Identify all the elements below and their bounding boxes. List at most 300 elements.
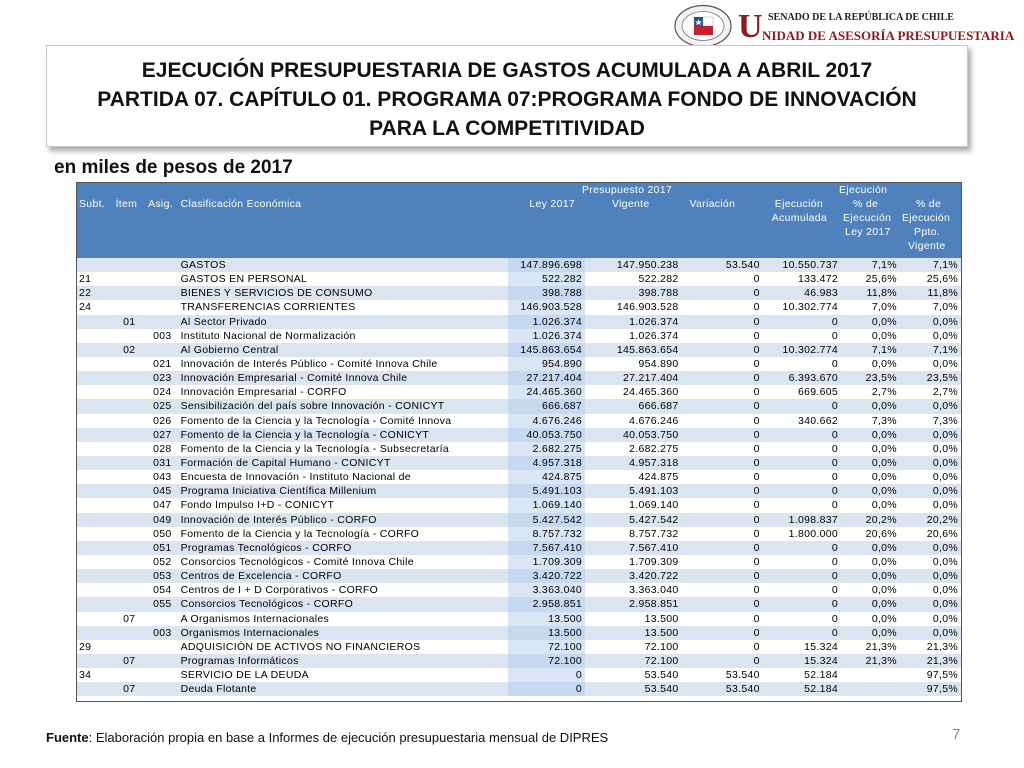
ejecucion-cell: 0 <box>763 498 841 512</box>
item-cell <box>113 583 147 597</box>
pct-vigente-cell: 2,7% <box>900 385 961 399</box>
vigente-cell: 27.217.404 <box>585 371 682 385</box>
header-item: Ítem <box>113 183 147 258</box>
asig-cell: 028 <box>146 442 179 456</box>
asig-cell: 049 <box>146 513 179 527</box>
pct-vigente-cell: 21,3% <box>900 654 961 668</box>
ley-cell: 13.500 <box>508 612 585 626</box>
subt-cell <box>77 357 113 371</box>
table-header-row <box>77 183 961 258</box>
item-cell <box>113 399 147 413</box>
subt-cell: 29 <box>77 640 113 654</box>
ley-cell: 424.875 <box>508 470 585 484</box>
table-row <box>77 414 961 428</box>
item-cell <box>113 329 147 343</box>
description-cell: Innovación Empresarial - Comité Innova Chile <box>179 371 508 385</box>
pct-ley-cell: 7,3% <box>841 414 900 428</box>
vigente-cell: 954.890 <box>585 357 682 371</box>
pct-ley-cell: 0,0% <box>841 456 900 470</box>
description-cell: Al Gobierno Central <box>179 343 508 357</box>
table-row <box>77 357 961 371</box>
description-cell: ADQUISICIÓN DE ACTIVOS NO FINANCIEROS <box>179 640 508 654</box>
subt-cell <box>77 428 113 442</box>
table-row <box>77 315 961 329</box>
variacion-cell: 0 <box>682 597 763 611</box>
ley-cell: 3.420.722 <box>508 569 585 583</box>
pct-vigente-cell: 0,0% <box>900 399 961 413</box>
pct-vigente-cell: 20,2% <box>900 513 961 527</box>
subt-cell <box>77 442 113 456</box>
pct-ley-cell: 0,0% <box>841 357 900 371</box>
subt-cell <box>77 258 113 272</box>
subt-cell <box>77 399 113 413</box>
variacion-cell: 0 <box>682 399 763 413</box>
item-cell <box>113 640 147 654</box>
header-clasificacion: Clasificación Económica <box>179 183 508 258</box>
asig-cell <box>146 286 179 300</box>
pct-ley-cell: 0,0% <box>841 484 900 498</box>
subt-cell: 34 <box>77 668 113 682</box>
description-cell: Consorcios Tecnológicos - CORFO <box>179 597 508 611</box>
item-cell <box>113 668 147 682</box>
asig-cell: 024 <box>146 385 179 399</box>
pct-vigente-cell: 0,0% <box>900 555 961 569</box>
vigente-cell: 1.026.374 <box>585 329 682 343</box>
ejecucion-cell: 0 <box>763 399 841 413</box>
description-cell: Organismos Internacionales <box>179 626 508 640</box>
ley-cell: 27.217.404 <box>508 371 585 385</box>
table-row <box>77 456 961 470</box>
pct-ley-cell: 20,2% <box>841 513 900 527</box>
subt-cell <box>77 654 113 668</box>
ejecucion-cell: 0 <box>763 329 841 343</box>
subt-cell <box>77 470 113 484</box>
item-cell <box>113 357 147 371</box>
ley-cell: 1.069.140 <box>508 498 585 512</box>
source-label: Fuente <box>46 730 89 745</box>
header-ejecucion: Ejecución Acumulada <box>763 183 841 258</box>
ley-cell: 147.896.698 <box>508 258 585 272</box>
description-cell: GASTOS EN PERSONAL <box>179 272 508 286</box>
pct-vigente-cell: 97,5% <box>900 668 961 682</box>
subt-cell: 21 <box>77 272 113 286</box>
vigente-cell: 147.950.238 <box>585 258 682 272</box>
logo-initial: U <box>738 8 763 45</box>
item-cell <box>113 484 147 498</box>
vigente-cell: 72.100 <box>585 640 682 654</box>
ley-cell: 0 <box>508 682 585 696</box>
asig-cell <box>146 315 179 329</box>
table-row <box>77 640 961 654</box>
pct-vigente-cell: 0,0% <box>900 456 961 470</box>
ley-cell: 954.890 <box>508 357 585 371</box>
subt-cell <box>77 343 113 357</box>
subt-cell <box>77 555 113 569</box>
logo-senate-text: SENADO DE LA REPÚBLICA DE CHILE <box>768 12 954 23</box>
ejecucion-cell: 0 <box>763 357 841 371</box>
subt-cell <box>77 513 113 527</box>
subt-cell <box>77 541 113 555</box>
pct-vigente-cell: 97,5% <box>900 682 961 696</box>
asig-cell <box>146 654 179 668</box>
variacion-cell: 0 <box>682 470 763 484</box>
ley-cell: 13.500 <box>508 626 585 640</box>
vigente-cell: 7.567.410 <box>585 541 682 555</box>
pct-ley-cell: 21,3% <box>841 640 900 654</box>
pct-ley-cell: 7,1% <box>841 343 900 357</box>
table-row <box>77 682 961 696</box>
pct-ley-cell <box>841 682 900 696</box>
ejecucion-cell: 15.324 <box>763 640 841 654</box>
senate-seal-icon <box>672 4 734 48</box>
pct-vigente-cell: 0,0% <box>900 498 961 512</box>
pct-vigente-cell: 23,5% <box>900 371 961 385</box>
variacion-cell: 0 <box>682 357 763 371</box>
variacion-cell: 0 <box>682 612 763 626</box>
description-cell: GASTOS <box>179 258 508 272</box>
subt-cell <box>77 484 113 498</box>
ley-cell: 72.100 <box>508 654 585 668</box>
pct-ley-cell: 0,0% <box>841 626 900 640</box>
ejecucion-cell: 0 <box>763 626 841 640</box>
asig-cell: 031 <box>146 456 179 470</box>
units-subtitle: en miles de pesos de 2017 <box>54 157 293 178</box>
variacion-cell: 0 <box>682 385 763 399</box>
header-variacion: Variación <box>682 183 763 258</box>
item-cell <box>113 626 147 640</box>
table-row <box>77 428 961 442</box>
vigente-cell: 13.500 <box>585 612 682 626</box>
item-cell <box>113 498 147 512</box>
table-row <box>77 612 961 626</box>
item-cell <box>113 272 147 286</box>
item-cell <box>113 428 147 442</box>
variacion-cell: 53.540 <box>682 668 763 682</box>
pct-vigente-cell: 0,0% <box>900 315 961 329</box>
description-cell: Innovación de Interés Público - CORFO <box>179 513 508 527</box>
asig-cell <box>146 668 179 682</box>
ley-cell: 2.958.851 <box>508 597 585 611</box>
description-cell: Fomento de la Ciencia y la Tecnología - CONICYT <box>179 428 508 442</box>
vigente-cell: 5.491.103 <box>585 484 682 498</box>
subt-cell <box>77 626 113 640</box>
ley-cell: 72.100 <box>508 640 585 654</box>
ejecucion-cell: 1.800.000 <box>763 527 841 541</box>
pct-vigente-cell: 0,0% <box>900 583 961 597</box>
variacion-cell: 0 <box>682 442 763 456</box>
description-cell: Sensibilización del país sobre Innovación - CONICYT <box>179 399 508 413</box>
item-cell <box>113 300 147 314</box>
asig-cell: 051 <box>146 541 179 555</box>
asig-cell: 026 <box>146 414 179 428</box>
vigente-cell: 1.026.374 <box>585 315 682 329</box>
vigente-cell: 1.709.309 <box>585 555 682 569</box>
title-box <box>46 45 968 147</box>
item-cell <box>113 258 147 272</box>
subt-cell <box>77 385 113 399</box>
pct-vigente-cell: 0,0% <box>900 626 961 640</box>
pct-ley-cell: 0,0% <box>841 399 900 413</box>
vigente-cell: 8.757.732 <box>585 527 682 541</box>
pct-ley-cell: 11,8% <box>841 286 900 300</box>
ejecucion-cell: 46.983 <box>763 286 841 300</box>
pct-ley-cell: 0,0% <box>841 555 900 569</box>
subt-cell: 24 <box>77 300 113 314</box>
subt-cell <box>77 315 113 329</box>
description-cell: Encuesta de Innovación - Instituto Nacional de <box>179 470 508 484</box>
description-cell: Programas Tecnológicos - CORFO <box>179 541 508 555</box>
ley-cell: 398.788 <box>508 286 585 300</box>
variacion-cell: 0 <box>682 498 763 512</box>
description-cell: Fondo Impulso I+D - CONICYT <box>179 498 508 512</box>
variacion-cell: 0 <box>682 513 763 527</box>
table-row <box>77 343 961 357</box>
table-row <box>77 272 961 286</box>
vigente-cell: 666.687 <box>585 399 682 413</box>
asig-cell: 027 <box>146 428 179 442</box>
item-cell <box>113 569 147 583</box>
asig-cell: 053 <box>146 569 179 583</box>
item-cell <box>113 597 147 611</box>
vigente-cell: 72.100 <box>585 654 682 668</box>
asig-cell <box>146 682 179 696</box>
table-row <box>77 371 961 385</box>
ejecucion-cell: 0 <box>763 442 841 456</box>
table-row <box>77 597 961 611</box>
subt-cell <box>77 414 113 428</box>
pct-vigente-cell: 7,3% <box>900 414 961 428</box>
ejecucion-cell: 0 <box>763 428 841 442</box>
vigente-cell: 4.957.318 <box>585 456 682 470</box>
pct-ley-cell: 0,0% <box>841 329 900 343</box>
item-cell <box>113 555 147 569</box>
pct-ley-cell: 0,0% <box>841 470 900 484</box>
header-vigente: Presupuesto 2017 Vigente <box>585 183 682 258</box>
ley-cell: 8.757.732 <box>508 527 585 541</box>
description-cell: Centros de I + D Corporativos - CORFO <box>179 583 508 597</box>
title-line-3: PARA LA COMPETITIVIDAD <box>369 117 645 140</box>
subt-cell <box>77 583 113 597</box>
pct-ley-cell: 0,0% <box>841 498 900 512</box>
ejecucion-cell: 6.393.670 <box>763 371 841 385</box>
variacion-cell: 0 <box>682 484 763 498</box>
description-cell: Innovación de Interés Público - Comité Innova Chile <box>179 357 508 371</box>
asig-cell: 054 <box>146 583 179 597</box>
variacion-cell: 0 <box>682 300 763 314</box>
item-cell <box>113 286 147 300</box>
vigente-cell: 24.465.360 <box>585 385 682 399</box>
pct-ley-cell: 0,0% <box>841 612 900 626</box>
ejecucion-cell: 10.550.737 <box>763 258 841 272</box>
ejecucion-cell: 52.184 <box>763 682 841 696</box>
pct-ley-cell: 23,5% <box>841 371 900 385</box>
pct-ley-cell: 7,1% <box>841 258 900 272</box>
ley-cell: 146.903.528 <box>508 300 585 314</box>
description-cell: Fomento de la Ciencia y la Tecnología - Subsecretaría <box>179 442 508 456</box>
ley-cell: 3.363.040 <box>508 583 585 597</box>
item-cell: 07 <box>113 654 147 668</box>
subt-cell <box>77 569 113 583</box>
pct-ley-cell: 0,0% <box>841 569 900 583</box>
pct-ley-cell: 0,0% <box>841 428 900 442</box>
pct-vigente-cell: 0,0% <box>900 541 961 555</box>
item-cell <box>113 527 147 541</box>
subt-cell <box>77 527 113 541</box>
pct-vigente-cell: 0,0% <box>900 569 961 583</box>
ejecucion-cell: 15.324 <box>763 654 841 668</box>
table-row <box>77 569 961 583</box>
ejecucion-cell: 669.605 <box>763 385 841 399</box>
item-cell <box>113 371 147 385</box>
asig-cell: 050 <box>146 527 179 541</box>
pct-ley-cell: 21,3% <box>841 654 900 668</box>
ejecucion-cell: 10.302.774 <box>763 343 841 357</box>
item-cell: 02 <box>113 343 147 357</box>
asig-cell: 043 <box>146 470 179 484</box>
header-pct-vigente: % de Ejecución Ppto. Vigente <box>900 183 961 258</box>
header-subt: Subt. <box>77 183 113 258</box>
table-row <box>77 498 961 512</box>
description-cell: Programa Iniciativa Científica Millenium <box>179 484 508 498</box>
ejecucion-cell: 0 <box>763 583 841 597</box>
subt-cell: 22 <box>77 286 113 300</box>
header-pct-ley: Ejecución % de Ejecución Ley 2017 <box>841 183 900 258</box>
item-cell <box>113 385 147 399</box>
pct-vigente-cell: 0,0% <box>900 329 961 343</box>
variacion-cell: 0 <box>682 527 763 541</box>
logo-unit-text: NIDAD DE ASESORÍA PRESUPUESTARIA <box>762 28 1015 43</box>
description-cell: BIENES Y SERVICIOS DE CONSUMO <box>179 286 508 300</box>
table-row <box>77 258 961 272</box>
source-note <box>46 730 608 745</box>
description-cell: Programas Informáticos <box>179 654 508 668</box>
pct-vigente-cell: 0,0% <box>900 484 961 498</box>
ley-cell: 1.026.374 <box>508 315 585 329</box>
item-cell: 01 <box>113 315 147 329</box>
table-row <box>77 527 961 541</box>
item-cell <box>113 541 147 555</box>
ejecucion-cell: 1.098.837 <box>763 513 841 527</box>
vigente-cell: 2.958.851 <box>585 597 682 611</box>
ley-cell: 145.863.654 <box>508 343 585 357</box>
variacion-cell: 0 <box>682 654 763 668</box>
variacion-cell: 0 <box>682 343 763 357</box>
table-row <box>77 442 961 456</box>
ejecucion-cell: 0 <box>763 612 841 626</box>
pct-ley-cell: 0,0% <box>841 315 900 329</box>
pct-vigente-cell: 20,6% <box>900 527 961 541</box>
budget-table <box>76 182 962 702</box>
vigente-cell: 3.363.040 <box>585 583 682 597</box>
pct-vigente-cell: 0,0% <box>900 470 961 484</box>
item-cell: 07 <box>113 682 147 696</box>
ley-cell: 4.676.246 <box>508 414 585 428</box>
table-row <box>77 470 961 484</box>
ejecucion-cell: 0 <box>763 555 841 569</box>
header-ley: Ley 2017 <box>508 183 585 258</box>
table-row <box>77 484 961 498</box>
vigente-cell: 145.863.654 <box>585 343 682 357</box>
pct-vigente-cell: 25,6% <box>900 272 961 286</box>
variacion-cell: 0 <box>682 286 763 300</box>
pct-ley-cell: 0,0% <box>841 541 900 555</box>
asig-cell: 052 <box>146 555 179 569</box>
vigente-cell: 3.420.722 <box>585 569 682 583</box>
variacion-cell: 0 <box>682 583 763 597</box>
vigente-cell: 2.682.275 <box>585 442 682 456</box>
pct-ley-cell: 25,6% <box>841 272 900 286</box>
pct-vigente-cell: 0,0% <box>900 428 961 442</box>
vigente-cell: 522.282 <box>585 272 682 286</box>
ejecucion-cell: 0 <box>763 597 841 611</box>
item-cell <box>113 414 147 428</box>
description-cell: Deuda Flotante <box>179 682 508 696</box>
pct-vigente-cell: 0,0% <box>900 442 961 456</box>
ejecucion-cell: 0 <box>763 470 841 484</box>
description-cell: TRANSFERENCIAS CORRIENTES <box>179 300 508 314</box>
asig-cell: 021 <box>146 357 179 371</box>
ley-cell: 2.682.275 <box>508 442 585 456</box>
asig-cell: 025 <box>146 399 179 413</box>
subt-cell <box>77 612 113 626</box>
ejecucion-cell: 0 <box>763 456 841 470</box>
ley-cell: 5.491.103 <box>508 484 585 498</box>
vigente-cell: 398.788 <box>585 286 682 300</box>
item-cell <box>113 456 147 470</box>
table-row <box>77 626 961 640</box>
subt-cell <box>77 456 113 470</box>
pct-ley-cell: 7,0% <box>841 300 900 314</box>
table-row <box>77 399 961 413</box>
variacion-cell: 0 <box>682 541 763 555</box>
vigente-cell: 53.540 <box>585 668 682 682</box>
ley-cell: 7.567.410 <box>508 541 585 555</box>
ley-cell: 666.687 <box>508 399 585 413</box>
description-cell: Fomento de la Ciencia y la Tecnología - Comité Innova <box>179 414 508 428</box>
description-cell: Formación de Capital Humano - CONICYT <box>179 456 508 470</box>
ejecucion-cell: 340.662 <box>763 414 841 428</box>
pct-vigente-cell: 21,3% <box>900 640 961 654</box>
subt-cell <box>77 371 113 385</box>
pct-ley-cell: 0,0% <box>841 583 900 597</box>
ejecucion-cell: 0 <box>763 315 841 329</box>
asig-cell: 047 <box>146 498 179 512</box>
ejecucion-cell: 133.472 <box>763 272 841 286</box>
ley-cell: 1.709.309 <box>508 555 585 569</box>
pct-vigente-cell: 0,0% <box>900 357 961 371</box>
pct-ley-cell: 0,0% <box>841 442 900 456</box>
title-line-1: EJECUCIÓN PRESUPUESTARIA DE GASTOS ACUMULADA A ABRIL 2017 <box>141 59 873 82</box>
table-row <box>77 541 961 555</box>
senate-logo <box>672 4 1017 48</box>
vigente-cell: 40.053.750 <box>585 428 682 442</box>
subt-cell <box>77 597 113 611</box>
vigente-cell: 53.540 <box>585 682 682 696</box>
asig-cell <box>146 640 179 654</box>
subt-cell <box>77 682 113 696</box>
table-row <box>77 555 961 569</box>
asig-cell <box>146 258 179 272</box>
asig-cell: 023 <box>146 371 179 385</box>
variacion-cell: 53.540 <box>682 258 763 272</box>
table-row <box>77 654 961 668</box>
description-cell: SERVICIO DE LA DEUDA <box>179 668 508 682</box>
variacion-cell: 0 <box>682 329 763 343</box>
table-row <box>77 300 961 314</box>
item-cell <box>113 442 147 456</box>
ley-cell: 24.465.360 <box>508 385 585 399</box>
asig-cell <box>146 272 179 286</box>
